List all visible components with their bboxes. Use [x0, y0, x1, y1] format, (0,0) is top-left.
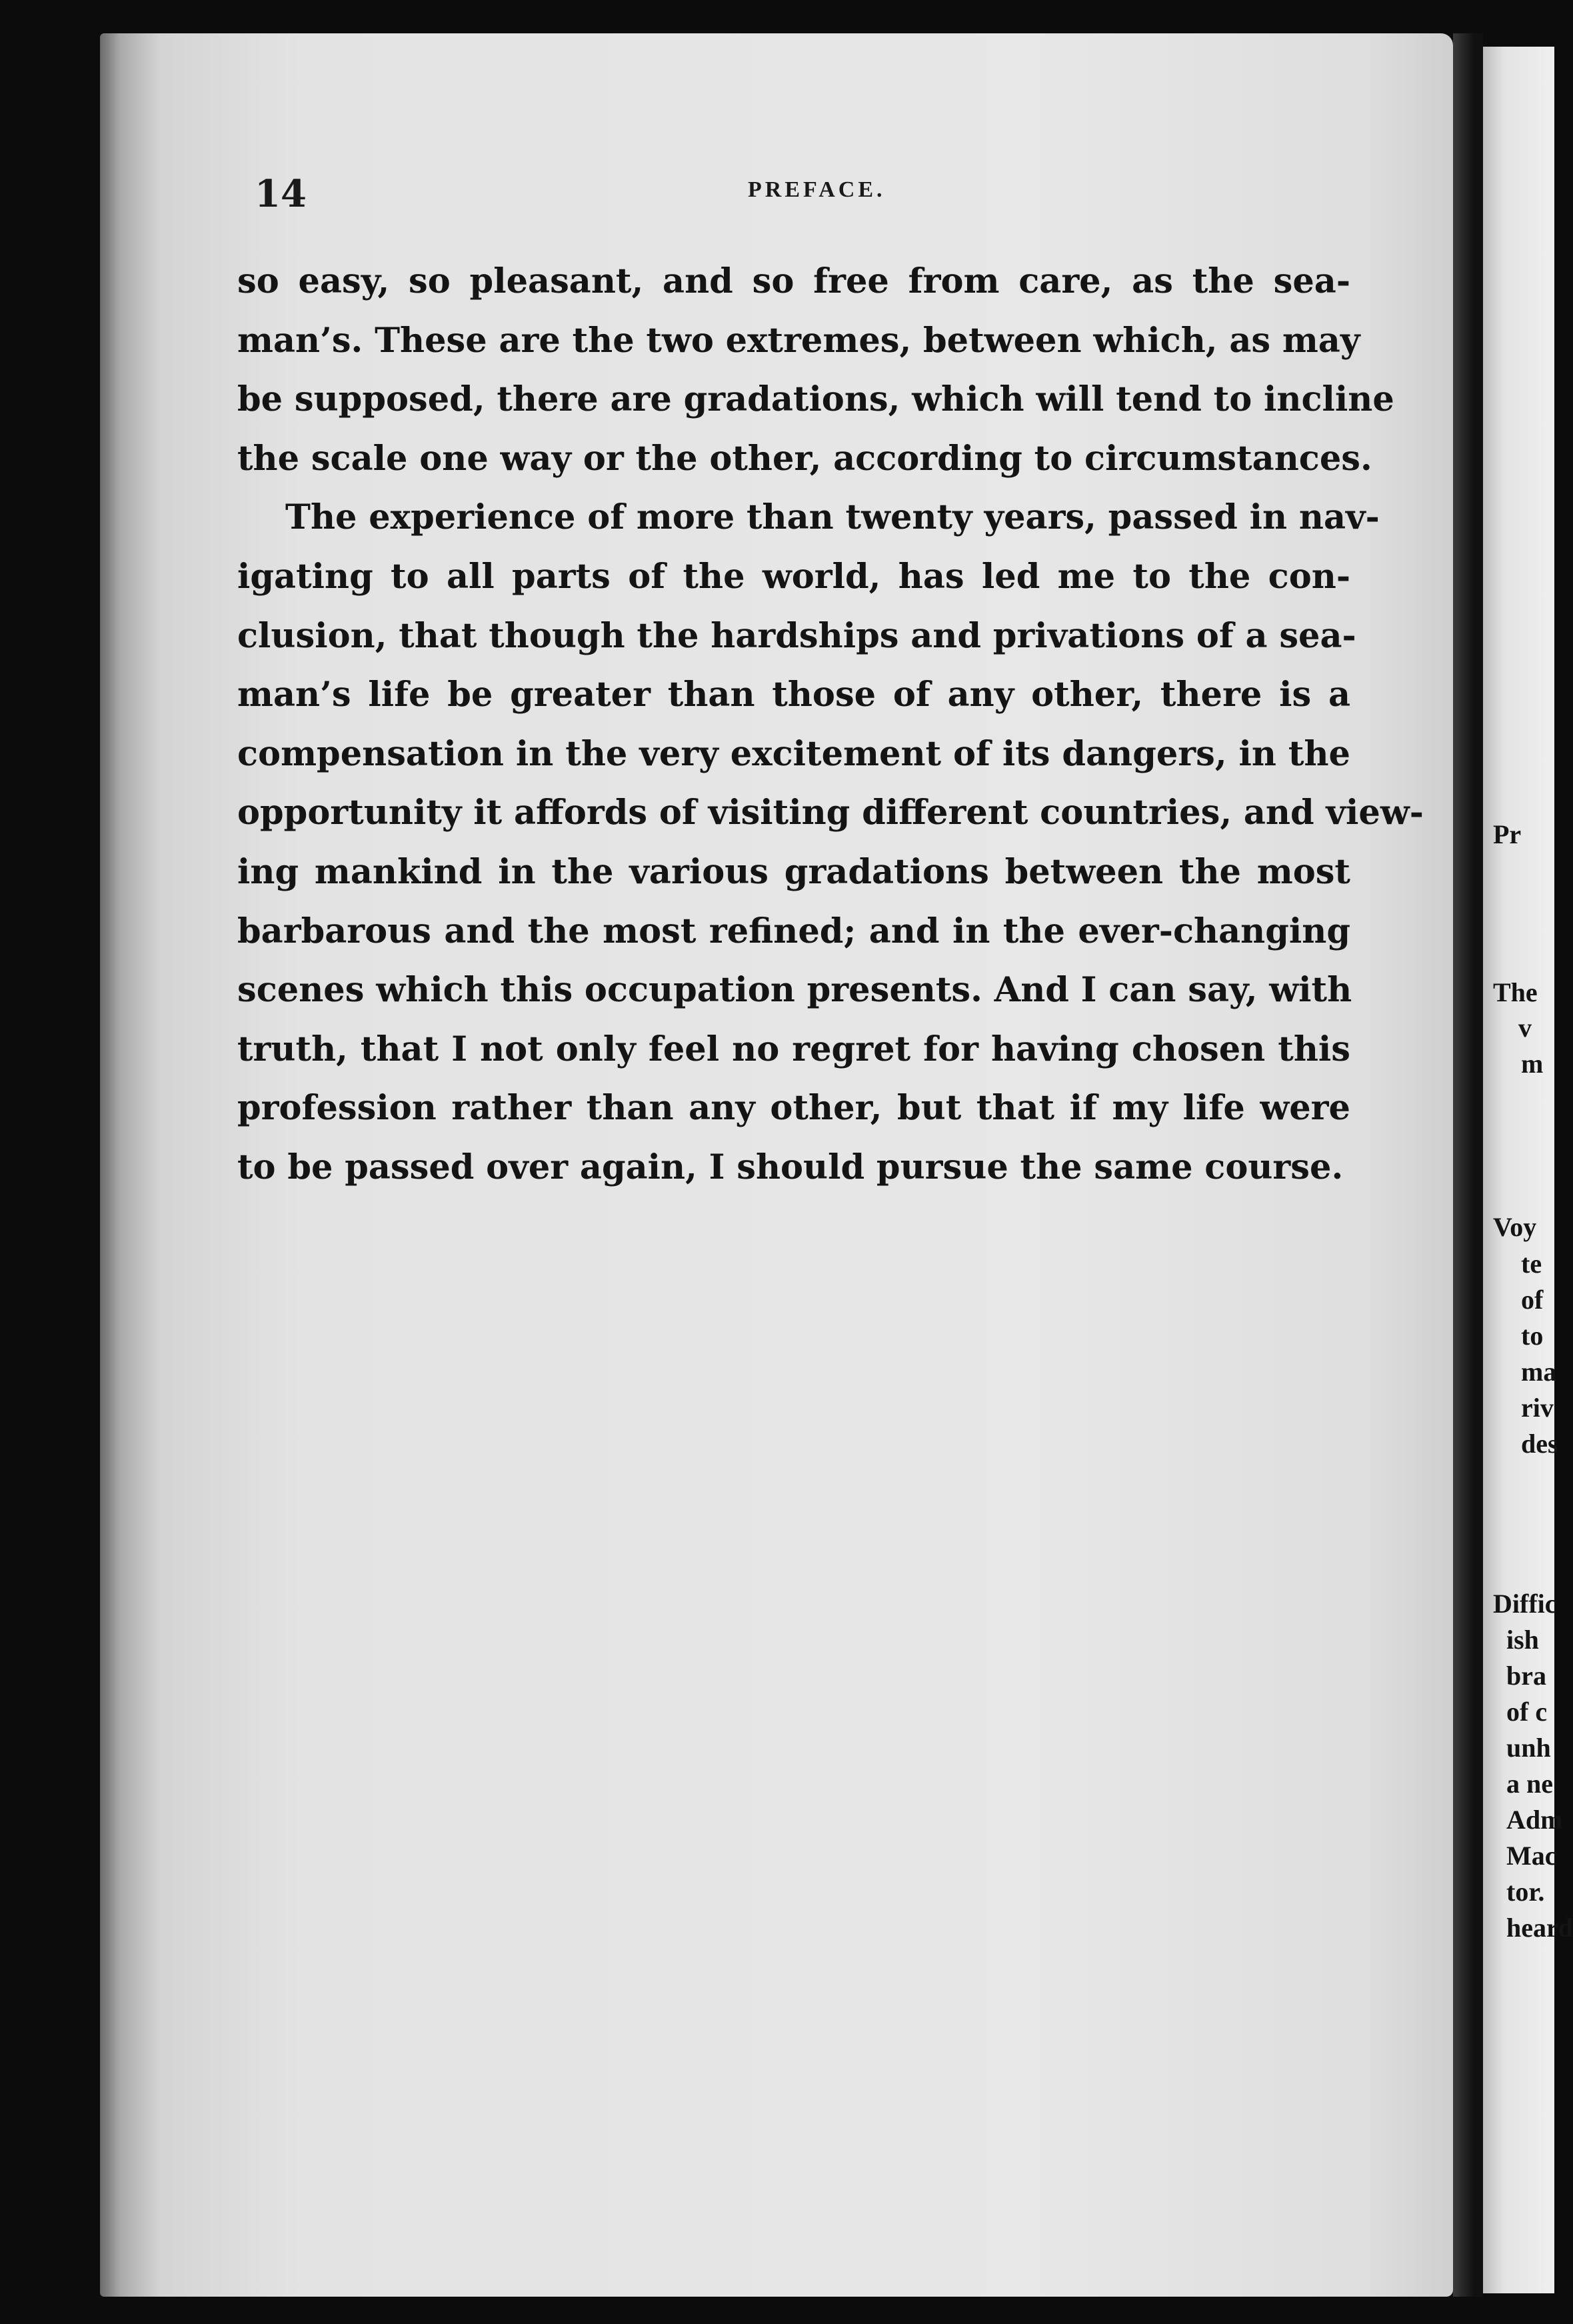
- facing-page-fragment: ma: [1521, 1357, 1557, 1387]
- text-line: to be passed over again, I should pursue the same course.: [237, 1147, 1344, 1187]
- facing-page-fragment: of: [1521, 1285, 1544, 1315]
- text-line: The experience of more than twenty years, passed in nav-: [285, 497, 1380, 538]
- text-line: opportunity it affords of visiting different countries, and view-: [237, 793, 1424, 833]
- text-line: ing mankind in the various gradations between the most: [237, 851, 1350, 892]
- text-line: truth, that I not only feel no regret for having chosen this: [237, 1029, 1350, 1069]
- facing-page-fragment: unh: [1506, 1733, 1551, 1763]
- text-line: igating to all parts of the world, has led me to the con-: [237, 556, 1350, 597]
- paragraph-1: [237, 252, 1394, 488]
- text-line: man’s. These are the two extremes, between which, as may: [237, 320, 1360, 361]
- facing-page-fragment: des: [1521, 1429, 1558, 1459]
- facing-page-fragment: Mac: [1506, 1841, 1557, 1871]
- facing-page-fragment: Voy: [1493, 1212, 1537, 1242]
- text-line: man’s life be greater than those of any other, there is a: [237, 675, 1350, 715]
- text-line: so easy, so pleasant, and so free from care, as the sea-: [237, 261, 1350, 301]
- facing-page-fragment: bra: [1506, 1661, 1546, 1691]
- running-head: PREFACE.: [748, 177, 886, 202]
- text-line: barbarous and the most refined; and in the ever-changing: [237, 911, 1350, 951]
- facing-page-fragment: ish: [1506, 1625, 1539, 1655]
- facing-page-fragment: te: [1521, 1249, 1542, 1279]
- facing-page-fragment: v: [1518, 1013, 1532, 1043]
- facing-page-fragment: to: [1521, 1321, 1544, 1351]
- text-line: compensation in the very excitement of its dangers, in the: [237, 733, 1350, 774]
- facing-page-fragment: of c: [1506, 1697, 1548, 1727]
- text-line: profession rather than any other, but that if my life were: [237, 1088, 1350, 1129]
- facing-page-fragment: riv: [1521, 1393, 1554, 1423]
- text-line: be supposed, there are gradations, which will tend to incline: [237, 379, 1394, 420]
- facing-page-fragment: m: [1521, 1049, 1544, 1079]
- facing-page-fragment: heard: [1506, 1913, 1573, 1943]
- facing-page-text-fragments: [1493, 0, 1573, 2324]
- text-line: clusion, that though the hardships and privations of a sea-: [237, 615, 1356, 656]
- facing-page-fragment: The: [1493, 977, 1538, 1007]
- body-text: [237, 252, 1424, 1197]
- facing-page-fragment: Diffic: [1493, 1589, 1557, 1619]
- text-line: the scale one way or the other, according to circumstances.: [237, 438, 1372, 479]
- facing-page-fragment: Pr: [1493, 819, 1522, 849]
- facing-page-fragment: Adm: [1506, 1805, 1563, 1835]
- facing-page-fragment: a ne: [1506, 1769, 1553, 1799]
- page-header: [255, 172, 1401, 216]
- page-number: 14: [255, 172, 307, 216]
- facing-page-fragment: tor.: [1506, 1877, 1545, 1907]
- text-line: scenes which this occupation presents. And I can say, with: [237, 970, 1352, 1011]
- paragraph-2: [237, 488, 1424, 1197]
- page-gutter-shadow: [1453, 33, 1483, 2297]
